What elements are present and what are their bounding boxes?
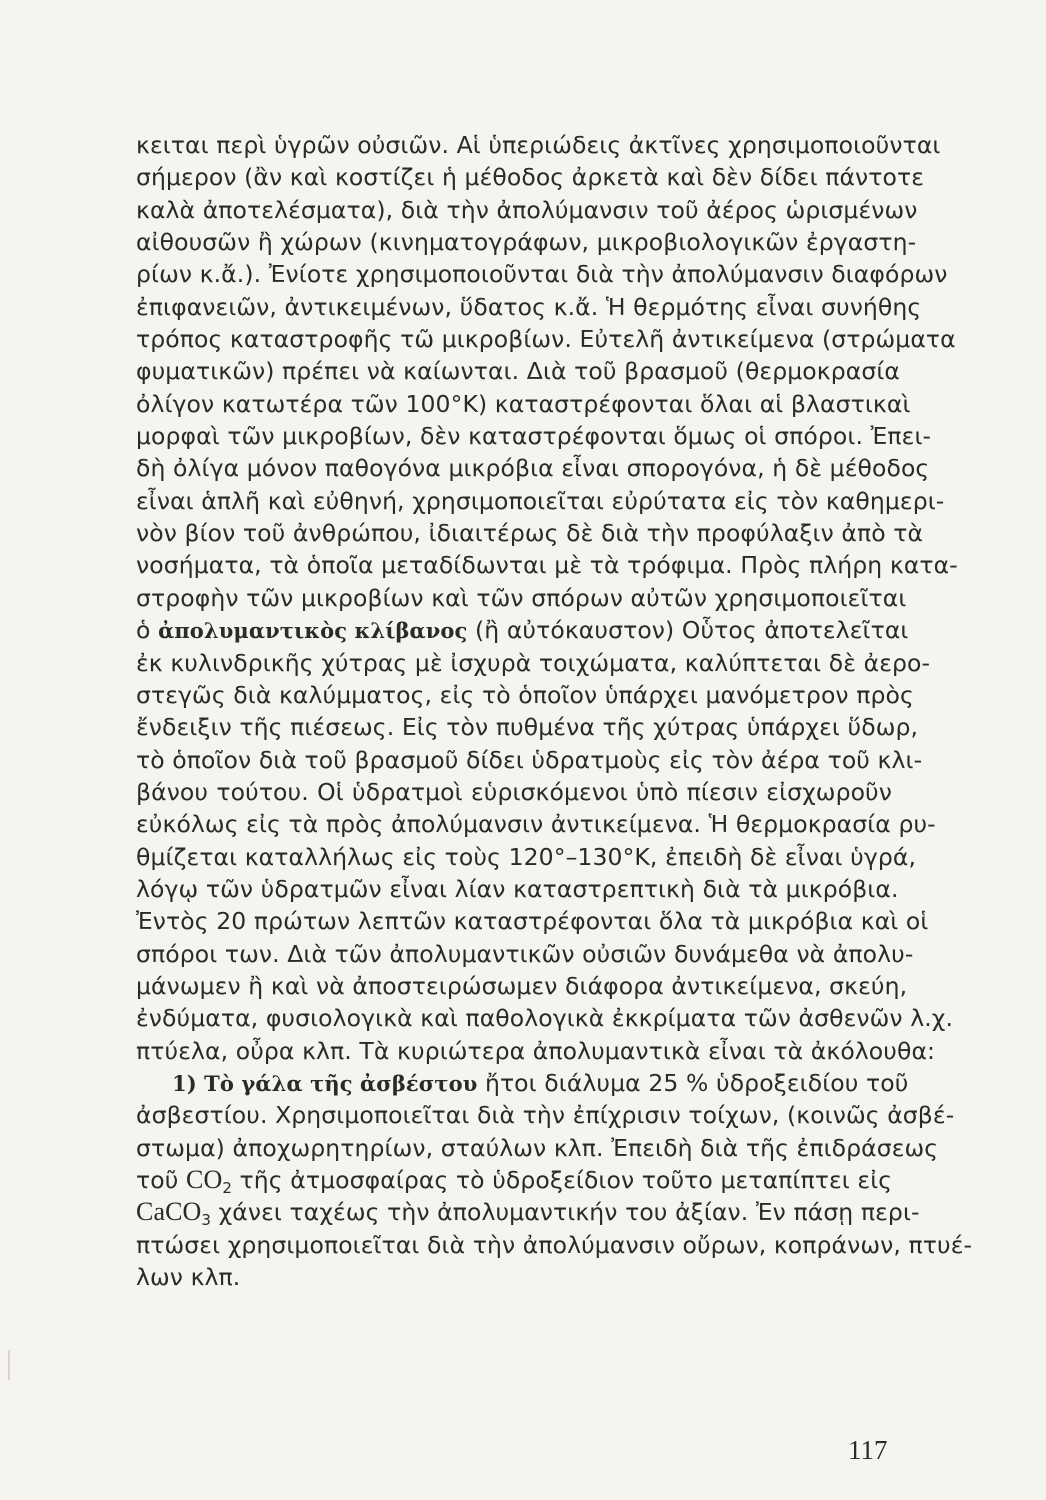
text-line: ἐπιφανειῶν, ἀντικειμένων, ὕδατος κ.ἄ. Ἡ θερμότης εἶναι συνήθης <box>136 292 922 321</box>
text-line: πτώσει χρησιμοποιεῖται διὰ τὴν ἀπολύμανσιν οὔρων, κοπράνων, πτυέ- <box>136 1230 973 1259</box>
text-run: ὁ <box>136 616 159 645</box>
text-line: ρίων κ.ἄ.). Ἐνίοτε χρησιμοποιοῦνται διὰ τὴν ἀπολύμανσιν διαφόρων <box>136 260 948 289</box>
text-line: εἶναι ἁπλῆ καὶ εὐθηνή, χρησιμοποιεῖται εὐρύτατα εἰς τὸν καθημερι- <box>136 486 945 515</box>
text-line: τὸ ὁποῖον διὰ τοῦ βρασμοῦ δίδει ὑδρατμοὺς εἰς τὸν ἀέρα τοῦ κλι- <box>136 745 923 774</box>
chemical-formula: CO <box>186 1165 223 1194</box>
term-bold: ἀπολυμαντικὸς κλίβανος <box>158 618 468 644</box>
text-line: πτύελα, οὖρα κλπ. Τὰ κυριώτερα ἀπολυμαντικὰ εἶναι τὰ ἀκόλουθα: <box>136 1036 936 1065</box>
text-line: δὴ ὀλίγα μόνον παθογόνα μικρόβια εἶναι σπορογόνα, ἡ δὲ μέθοδος <box>136 454 930 483</box>
text-run: τῆς ἀτμοσφαίρας τὸ ὑδροξείδιον τοῦτο μεταπίπτει εἰς <box>231 1166 893 1194</box>
text-line: ἐνδύματα, φυσιολογικὰ καὶ παθολογικὰ ἐκκρίματα τῶν ἀσθενῶν λ.χ. <box>136 1004 954 1033</box>
text-run: (ἢ αὐτόκαυστον) Οὗτος ἀποτελεῖται <box>467 616 909 645</box>
text-line: καλὰ ἀποτελέσματα), διὰ τὴν ἀπολύμανσιν τοῦ ἀέρος ὡρισμένων <box>136 195 918 224</box>
text-line: εὐκόλως εἰς τὰ πρὸς ἀπολύμανσιν ἀντικείμενα. Ἡ θερμοκρασία ρυ- <box>136 810 936 839</box>
chemical-formula: CaCO <box>136 1197 202 1227</box>
page-number: 117 <box>848 1435 888 1465</box>
text-run: χάνει ταχέως τὴν ἀπολυμαντικήν του ἀξίαν. Ἐν πάσῃ περι- <box>211 1198 920 1227</box>
text-line: φυματικῶν) πρέπει νὰ καίωνται. Διὰ τοῦ βρασμοῦ (θερμοκρασία <box>136 357 900 386</box>
text-line: στεγῶς διὰ καλύμματος, εἰς τὸ ὁποῖον ὑπάρχει μανόμετρον πρὸς <box>136 680 914 709</box>
formula-subscript: 3 <box>201 1211 212 1230</box>
text-line: ἔνδειξιν τῆς πιέσεως. Εἰς τὸν πυθμένα τῆς χύτρας ὑπάρχει ὕδωρ, <box>136 713 919 742</box>
text-line <box>136 614 909 646</box>
text-run: τοῦ <box>136 1166 186 1194</box>
text-line: θμίζεται καταλλήλως εἰς τοὺς 120°–130°Κ, ἐπειδὴ δὲ εἶναι ὑγρά, <box>136 842 917 871</box>
text-line: μορφαὶ τῶν μικροβίων, δὲν καταστρέφονται ὅμως οἱ σπόροι. Ἐπει- <box>136 422 932 451</box>
text-line <box>136 1164 892 1196</box>
text-line: νοσήματα, τὰ ὁποῖα μεταδίδωνται μὲ τὰ τρόφιμα. Πρὸς πλήρη κατα- <box>136 551 958 580</box>
text-run: ἤτοι διάλυμα 25 % ὑδροξειδίου τοῦ <box>477 1068 909 1097</box>
text-line: Ἐντὸς 20 πρώτων λεπτῶν καταστρέφονται ὅλα τὰ μικρόβια καὶ οἱ <box>136 907 929 936</box>
text-line: σήμερον (ἂν καὶ κοστίζει ἡ μέθοδος ἀρκετὰ καὶ δὲν δίδει πάντοτε <box>136 163 925 192</box>
text-line: αἰθουσῶν ἢ χώρων (κινηματογράφων, μικροβιολογικῶν ἐργαστη- <box>136 228 917 257</box>
text-line: κειται περὶ ὑγρῶν οὐσιῶν. Αἱ ὑπεριώδεις ἀκτῖνες χρησιμοποιοῦνται <box>136 131 941 159</box>
margin-smudge <box>8 1350 10 1380</box>
text-line: λόγῳ τῶν ὑδρατμῶν εἶναι λίαν καταστρεπτικὴ διὰ τὰ μικρόβια. <box>136 874 899 903</box>
text-line: λων κλπ. <box>136 1263 241 1292</box>
formula-subscript: 2 <box>222 1179 232 1197</box>
text-line: στροφὴν τῶν μικροβίων καὶ τῶν σπόρων αὐτῶν χρησιμοποιεῖται <box>136 583 907 612</box>
text-line: ἐκ κυλινδρικῆς χύτρας μὲ ἰσχυρὰ τοιχώματα, καλύπτεται δὲ ἀερο- <box>136 648 931 677</box>
text-line <box>136 1196 920 1230</box>
text-line: μάνωμεν ἢ καὶ νὰ ἀποστειρώσωμεν διάφορα ἀντικείμενα, σκεύη, <box>136 971 908 1000</box>
text-line <box>136 1067 909 1099</box>
text-line: ἀσβεστίου. Χρησιμοποιεῖται διὰ τὴν ἐπίχρισιν τοίχων, (κοινῶς ἀσβέ- <box>136 1101 955 1130</box>
text-line: ὀλίγον κατωτέρα τῶν 100°Κ) καταστρέφονται ὅλαι αἱ βλαστικαὶ <box>136 389 911 418</box>
text-line: στωμα) ἀποχωρητηρίων, σταύλων κλπ. Ἐπειδὴ διὰ τῆς ἐπιδράσεως <box>136 1133 939 1162</box>
body-text <box>136 129 973 1293</box>
item-heading-bold: 1) Τὸ γάλα τῆς ἀσβέστου <box>172 1070 478 1096</box>
text-line: τρόπος καταστροφῆς τῶ μικροβίων. Εὐτελῆ ἀντικείμενα (στρώματα <box>136 325 956 354</box>
text-line: σπόροι των. Διὰ τῶν ἀπολυμαντικῶν οὐσιῶν δυνάμεθα νὰ ἀπολυ- <box>136 939 914 968</box>
text-line: νὸν βίον τοῦ ἀνθρώπου, ἰδιαιτέρως δὲ διὰ τὴν προφύλαξιν ἀπὸ τὰ <box>136 519 924 548</box>
text-line: βάνου τούτου. Οἱ ὑδρατμοὶ εὑρισκόμενοι ὑπὸ πίεσιν εἰσχωροῦν <box>136 777 892 806</box>
